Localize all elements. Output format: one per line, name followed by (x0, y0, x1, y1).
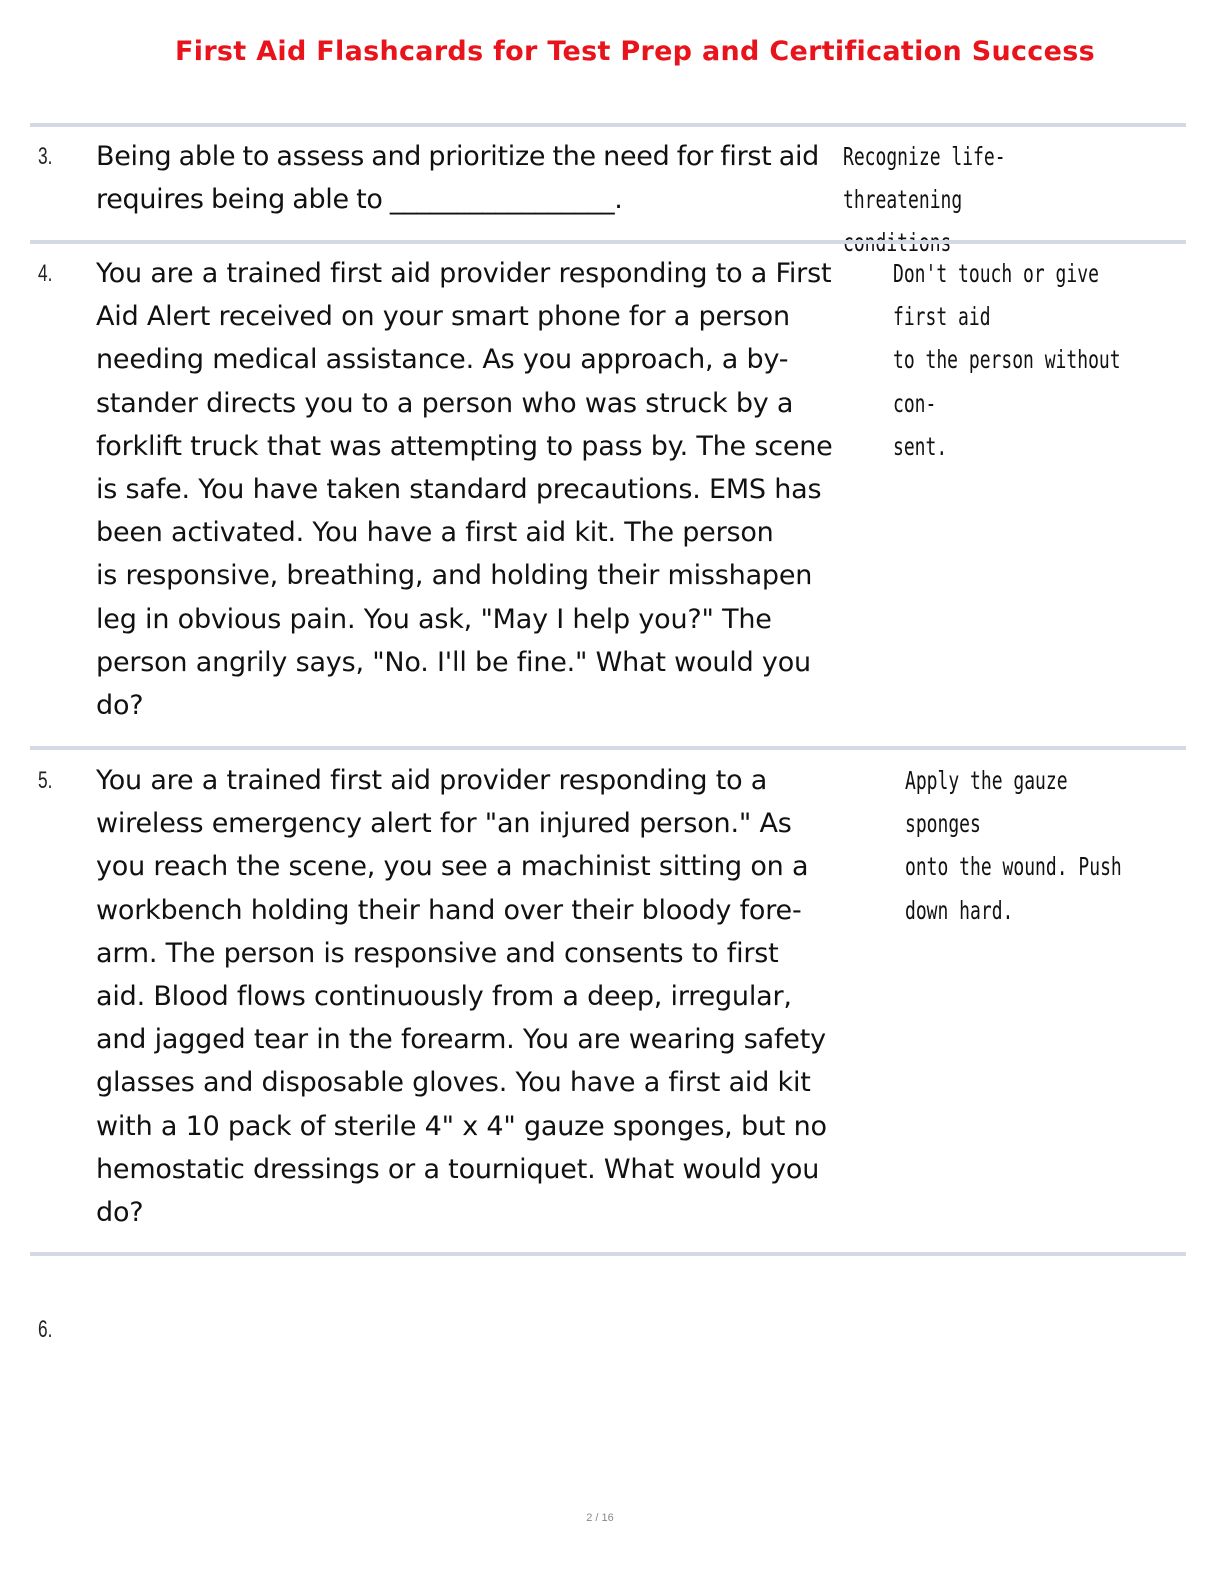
card-number: 5. (38, 767, 53, 794)
divider (30, 123, 1186, 127)
card-question: You are a trained first aid provider responding to a wireless emergency alert for "an injured person." As you reach the scene, you see a machinist sitting on a workbench holding their hand over their bloody fore- arm. The person is responsive and consents to first aid. Blood flows continuously from a deep, irregular, and jagged tear in the forearm. You are wearing safety glasses and disposable gloves. You have a first aid kit with a 10 pack of sterile 4" x 4" gauze sponges, but no hemostatic dressings or a tourniquet. What would you do? (96, 765, 827, 1229)
card-question: Being able to assess and prioritize the need for first aid requires being able to _________________. (96, 141, 820, 216)
page-indicator: 2 / 16 (586, 1512, 614, 1524)
card-answer: Apply the gauze sponges onto the wound. Push down hard. (905, 766, 1122, 925)
card-number: 6. (38, 1316, 53, 1343)
divider (30, 746, 1186, 750)
page-title: First Aid Flashcards for Test Prep and Certification Success (175, 36, 1095, 67)
divider (30, 1252, 1186, 1256)
card-answer: Recognize life-threatening (843, 142, 1006, 215)
card-number: 4. (38, 260, 53, 287)
card-number: 3. (38, 143, 53, 170)
card-answer: Don't touch or give first aid to the person without con- sent. (893, 259, 1121, 461)
card-question: You are a trained first aid provider responding to a First Aid Alert received on your smart phone for a person needing medical assistance. As you approach, a by- stander directs you to a person who was struck by a forklift truck that was attempting to pass by. The scene is safe. You have taken standard precautions. EMS has been activated. You have a first aid kit. The person is responsive, breathing, and holding their misshapen leg in obvious pain. You ask, "May I help you?" The person angrily says, "No. I'll be fine." What would you do? (96, 258, 833, 722)
divider (30, 240, 1186, 244)
